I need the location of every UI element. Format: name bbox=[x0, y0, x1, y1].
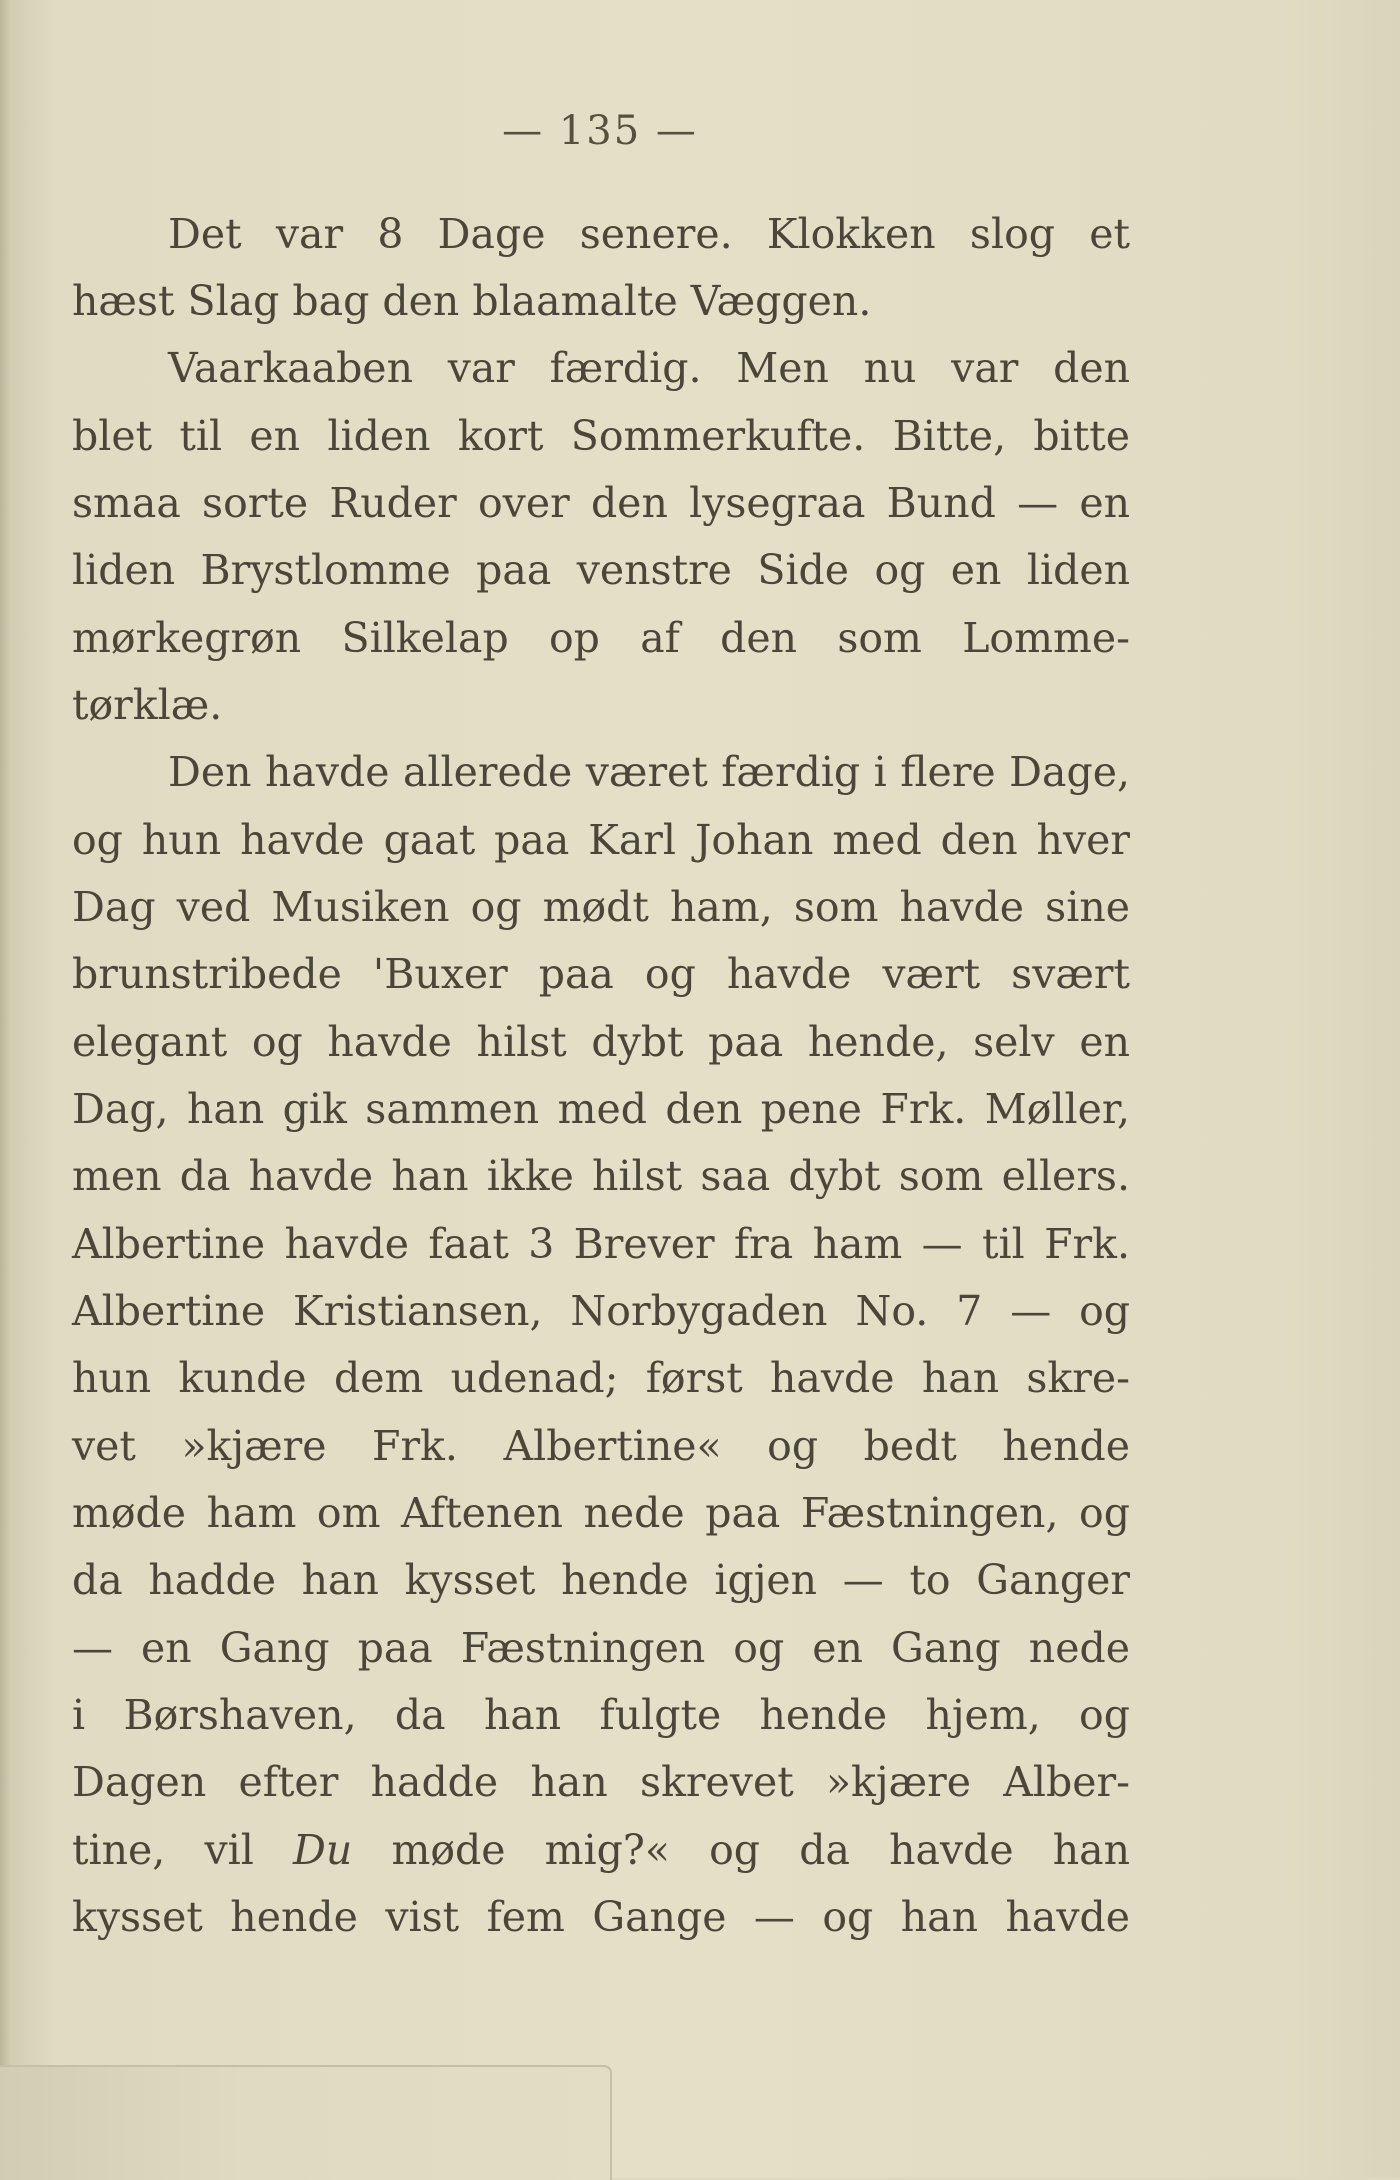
text-line-25-end: møde mig?« og da havde han bbox=[352, 1826, 1130, 1874]
page-number: — 135 — bbox=[502, 108, 698, 154]
text-line-19: vet »kjære Frk. Albertine« og bedt hende bbox=[72, 1422, 1130, 1470]
text-line-1: Det var 8 Dage senere. Klokken slog et bbox=[168, 210, 1130, 258]
scan-artifact bbox=[0, 2065, 612, 2180]
text-line-6: liden Brystlomme paa venstre Side og en liden bbox=[72, 546, 1130, 594]
text-line-9: Den havde allerede været færdig i flere Dage, bbox=[168, 748, 1130, 796]
text-line-25 bbox=[72, 1816, 1130, 1884]
text-line-25-emphasis: Du bbox=[293, 1826, 353, 1874]
page-edge bbox=[0, 0, 12, 2178]
text-line-3: Vaarkaaben var færdig. Men nu var den bbox=[168, 344, 1130, 392]
text-line-22: — en Gang paa Fæstningen og en Gang nede bbox=[72, 1624, 1130, 1672]
text-line-18: hun kunde dem udenad; først havde han skre- bbox=[72, 1354, 1130, 1402]
text-line-26: kysset hende vist fem Gange — og han havde bbox=[72, 1893, 1130, 1941]
text-line-23: i Børshaven, da han fulgte hende hjem, og bbox=[72, 1691, 1130, 1739]
text-line-5: smaa sorte Ruder over den lysegraa Bund — en bbox=[72, 479, 1130, 527]
text-line-20: møde ham om Aftenen nede paa Fæstningen, og bbox=[72, 1489, 1130, 1537]
text-line-14: Dag, han gik sammen med den pene Frk. Møller, bbox=[72, 1085, 1130, 1133]
text-line-12: brunstribede 'Buxer paa og havde vært svært bbox=[72, 950, 1130, 998]
text-line-8: tørklæ. bbox=[72, 681, 223, 729]
text-line-15: men da havde han ikke hilst saa dybt som ellers. bbox=[72, 1152, 1130, 1200]
text-line-17: Albertine Kristiansen, Norbygaden No. 7 — og bbox=[72, 1287, 1130, 1335]
text-line-2: hæst Slag bag den blaamalte Væggen. bbox=[72, 277, 872, 325]
text-line-11: Dag ved Musiken og mødt ham, som havde sine bbox=[72, 883, 1130, 931]
text-line-16: Albertine havde faat 3 Brever fra ham — til Frk. bbox=[72, 1220, 1130, 1268]
text-line-24: Dagen efter hadde han skrevet »kjære Alber- bbox=[72, 1758, 1130, 1806]
text-line-25-start: tine, vil bbox=[72, 1826, 293, 1874]
text-line-10: og hun havde gaat paa Karl Johan med den hver bbox=[72, 816, 1130, 864]
text-line-21: da hadde han kysset hende igjen — to Ganger bbox=[72, 1556, 1130, 1604]
text-line-4: blet til en liden kort Sommerkufte. Bitte, bitte bbox=[72, 412, 1130, 460]
text-line-7: mørkegrøn Silkelap op af den som Lomme- bbox=[72, 614, 1130, 662]
text-line-13: elegant og havde hilst dybt paa hende, selv en bbox=[72, 1018, 1130, 1066]
